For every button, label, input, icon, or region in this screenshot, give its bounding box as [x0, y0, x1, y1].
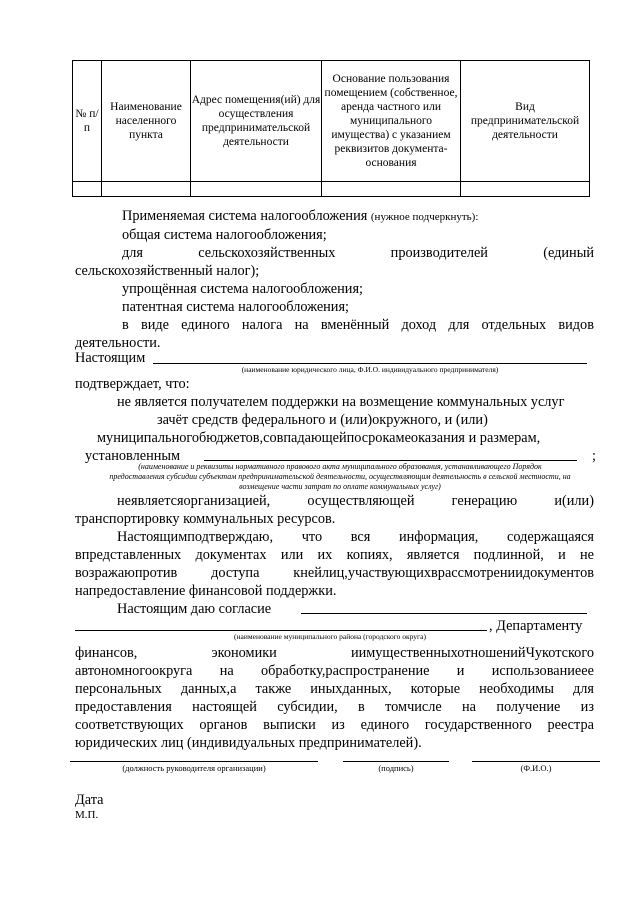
full-name-field[interactable] [472, 761, 600, 762]
stamp-label: М.П. [75, 809, 99, 821]
table-cell [73, 182, 102, 197]
applicant-name-field[interactable] [153, 363, 587, 364]
not-recipient-line-3: муниципальногобюджетов,совпадающейпосрокамеоказания и размерам, [97, 430, 541, 446]
truth-line-4: напредоставление финансовой поддержки. [75, 583, 337, 599]
legal-act-caption-1: (наименование и реквизиты нормативного правового акта муниципального образования, устанавливающего Порядок [138, 462, 542, 471]
confirms-label: подтверждает, что: [75, 376, 190, 392]
position-caption: (должность руководителя организации) [122, 763, 266, 773]
consent-line-3: персональных данных,а также иныхданных, которые необходимы для [75, 681, 594, 697]
col-address-header: Адрес помещения(ий) для осуществления предпринимательской деятельности [191, 61, 322, 182]
municipality-caption: (наименование муниципального района (городского округа) [234, 632, 426, 641]
tax-option-general: общая система налогообложения; [122, 227, 327, 243]
table-cell [461, 182, 590, 197]
consent-line-4: предоставления настоящей субсидии, в томчисле на получение из [75, 699, 594, 715]
consent-line-5: соответствующих органов выписки из единого государственного реестра [75, 717, 594, 733]
applicant-table [72, 60, 590, 197]
consent-line-2: автономногоокруга на обработку,распространение и использованиееe [75, 663, 594, 679]
tax-option-agri-cont: сельскохозяйственный налог); [75, 263, 260, 279]
col-settlement-header: Наименование населенного пункта [102, 61, 191, 182]
signature-field[interactable] [343, 761, 449, 762]
municipality-field-1[interactable] [301, 613, 587, 614]
tax-option-patent: патентная система налогообложения; [122, 299, 350, 315]
semicolon: ; [592, 448, 596, 464]
col-activity-header: Вид предпринимательской деятельности [461, 61, 590, 182]
not-recipient-line-2: зачёт средств федерального и (или)окружного, и (или) [157, 412, 488, 428]
truth-line-3: возражаюпротив доступа кнейлиц,участвующихврассмотрениидокументов [75, 565, 594, 581]
not-recipient-line-1: не является получателем поддержки на возмещение коммунальных услуг [117, 394, 565, 410]
tax-option-imputed: в виде единого налога на вменённый доход для отдельных видов [122, 317, 594, 333]
not-generator-line: неявляетсяорганизацией, осуществляющей генерацию и(или) [117, 493, 594, 509]
legal-act-field[interactable] [204, 460, 577, 461]
consent-line-1: финансов, экономики иимущественныхотношенийЧукотского [75, 645, 594, 661]
legal-act-caption-3: возмещение части затрат по оплате коммунальных услуг) [239, 482, 441, 491]
table-cell [102, 182, 191, 197]
position-field[interactable] [70, 761, 318, 762]
consent-lead: Настоящим дaю согласие [117, 601, 272, 617]
not-generator-cont: транспортировку коммунальных ресурсов. [75, 511, 336, 527]
applicant-name-caption: (наименование юридического лица, Ф.И.О. индивидуального предпринимателя) [241, 365, 499, 374]
tax-option-imputed-cont: деятельности. [75, 335, 161, 351]
consent-department: , Департаменту [489, 618, 583, 634]
table-cell [322, 182, 461, 197]
table-row [73, 182, 590, 197]
signature-caption: (подпись) [378, 763, 414, 773]
established-by-label: установленным [85, 448, 181, 464]
tax-system-title: Применяемая система налогообложения (нужное подчеркнуть): [122, 208, 479, 224]
truth-line-1: Настоящимподтверждаю, что вся информация, содержащаяся [117, 529, 594, 545]
col-number-header: № п/п [73, 61, 102, 182]
municipality-field-2[interactable] [75, 630, 487, 631]
date-label: Дата [75, 792, 104, 808]
full-name-caption: (Ф.И.О.) [520, 763, 552, 773]
consent-line-6: юридических лиц (индивидуальных предпринимателей). [75, 735, 422, 751]
table-cell [191, 182, 322, 197]
tax-option-agri: для сельскохозяйственных производителей (единый [122, 245, 594, 261]
tax-option-simplified: упрощённая система налогообложения; [122, 281, 363, 297]
col-basis-header: Основание пользования помещением (собственное, аренда частного или муниципального имущества) с указанием реквизитов документа-основания [322, 61, 461, 182]
hereby-label: Настоящим [75, 350, 146, 366]
truth-line-2: впредставленных документах или их копиях, является подлинной, и не [75, 547, 594, 563]
legal-act-caption-2: предоставления субсидии субъектам предпринимательской деятельности, осуществляющим деятельность в сельской местности, на [109, 472, 571, 481]
